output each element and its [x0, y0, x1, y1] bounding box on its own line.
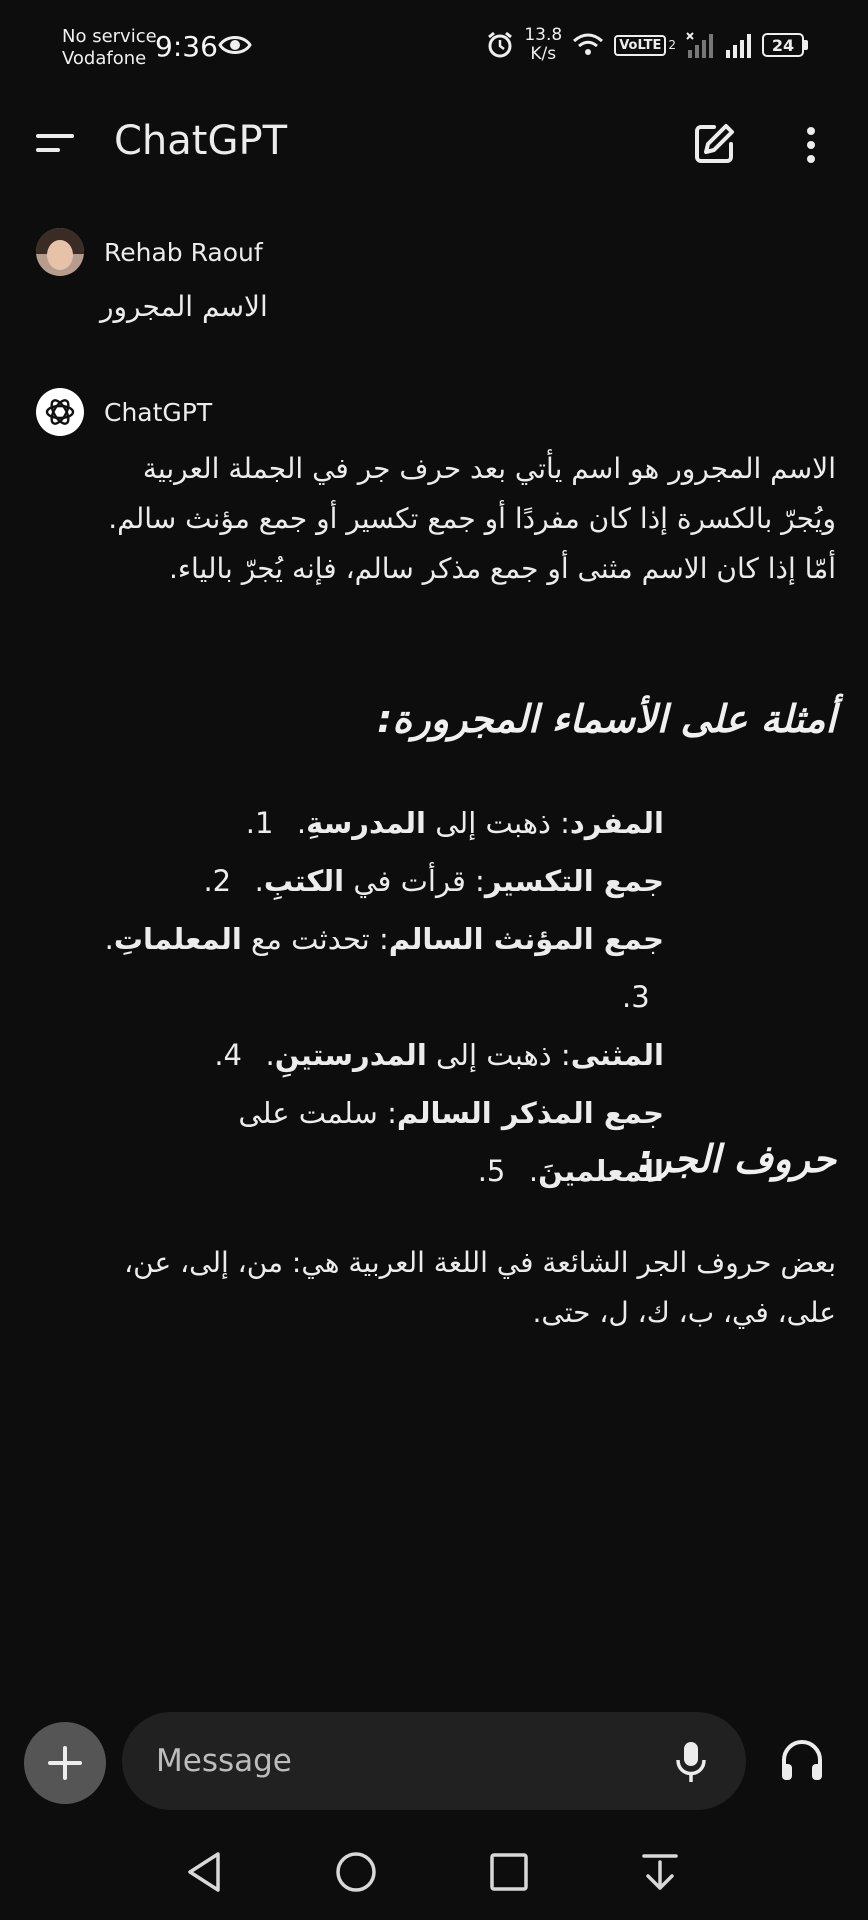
letters-heading: حروف الجر: [637, 1137, 836, 1181]
volte-badge: VoLTE [614, 35, 666, 56]
recents-square-icon[interactable] [488, 1850, 528, 1894]
user-message-text: الاسم المجرور [100, 290, 268, 323]
signal-sim1-icon [724, 32, 752, 58]
edit-icon[interactable] [692, 122, 736, 166]
user-message-header [36, 228, 263, 276]
headphones-icon[interactable] [778, 1738, 826, 1782]
examples-heading-wrap [100, 694, 836, 744]
navigation-bar [0, 1820, 868, 1920]
status-time: 9:36 [155, 30, 218, 63]
more-vertical-icon[interactable] [798, 124, 824, 166]
examples-heading: أمثلة على الأسماء المجرورة: [377, 697, 836, 741]
alarm-icon [486, 31, 514, 59]
list-item: جمع المؤنث السالم: تحدثت مع المعلماتِ. 3. [104, 922, 664, 1014]
eye-icon [218, 32, 252, 58]
composer [0, 1710, 868, 1810]
network-speed [524, 26, 562, 64]
assistant-message-header [36, 388, 212, 436]
list-item: جمع المذكر السالم: سلمت على المعلمينَ. 5. [238, 1096, 664, 1188]
battery-indicator [762, 33, 808, 57]
plus-icon [45, 1743, 85, 1783]
net-speed-unit: K/s [530, 44, 557, 64]
menu-icon[interactable] [36, 130, 78, 160]
list-item: المثنى: ذهبت إلى المدرستينِ. 4. [214, 1038, 664, 1072]
carrier-line-2: Vodafone [62, 48, 147, 69]
battery-tip [804, 40, 808, 50]
intro-paragraph: الاسم المجرور هو اسم يأتي بعد حرف جر في الجملة العربية ويُجرّ بالكسرة إذا كان مفردًا أو جمع تكسير أو جمع مؤنث سالم. أمّا إذا كان الاسم مثنى أو جمع مذكر سالم، فإنه يُجرّ بالياء. [108, 452, 836, 585]
status-icons [486, 26, 808, 64]
avatar [36, 228, 84, 276]
letters-paragraph: بعض حروف الجر الشائعة في اللغة العربية هي: من، إلى، عن، على، في، ب، ك، ل، حتى. [124, 1246, 836, 1329]
mic-icon[interactable] [674, 1740, 708, 1784]
list-item: جمع التكسير: قرأت في الكتبِ. 2. [203, 864, 664, 898]
assistant-name: ChatGPT [104, 397, 213, 427]
list-item: المفرد: ذهبت إلى المدرسةِ. 1. [245, 806, 664, 840]
user-name: Rehab Raouf [104, 237, 263, 267]
message-box[interactable] [122, 1712, 746, 1810]
status-bar [0, 0, 868, 100]
chatgpt-logo-icon [36, 388, 84, 436]
message-input[interactable] [156, 1736, 636, 1786]
letters-paragraph-wrap [100, 1238, 836, 1338]
wifi-icon [572, 32, 604, 58]
back-triangle-icon[interactable] [184, 1850, 224, 1894]
signal-sim2-icon [686, 32, 714, 58]
battery-level: 24 [762, 33, 804, 57]
app-title: ChatGPT [114, 118, 288, 164]
sim-slot-label: 2 [668, 38, 676, 52]
add-attachment-button[interactable] [24, 1722, 106, 1804]
download-arrow-icon[interactable] [640, 1850, 680, 1894]
home-circle-icon[interactable] [334, 1850, 378, 1894]
carrier-line-1: No service [62, 26, 157, 47]
assistant-intro [100, 444, 836, 594]
app-header [0, 100, 868, 188]
letters-heading-wrap [100, 1134, 836, 1184]
carrier-info [62, 26, 157, 70]
net-speed-value: 13.8 [524, 25, 563, 45]
